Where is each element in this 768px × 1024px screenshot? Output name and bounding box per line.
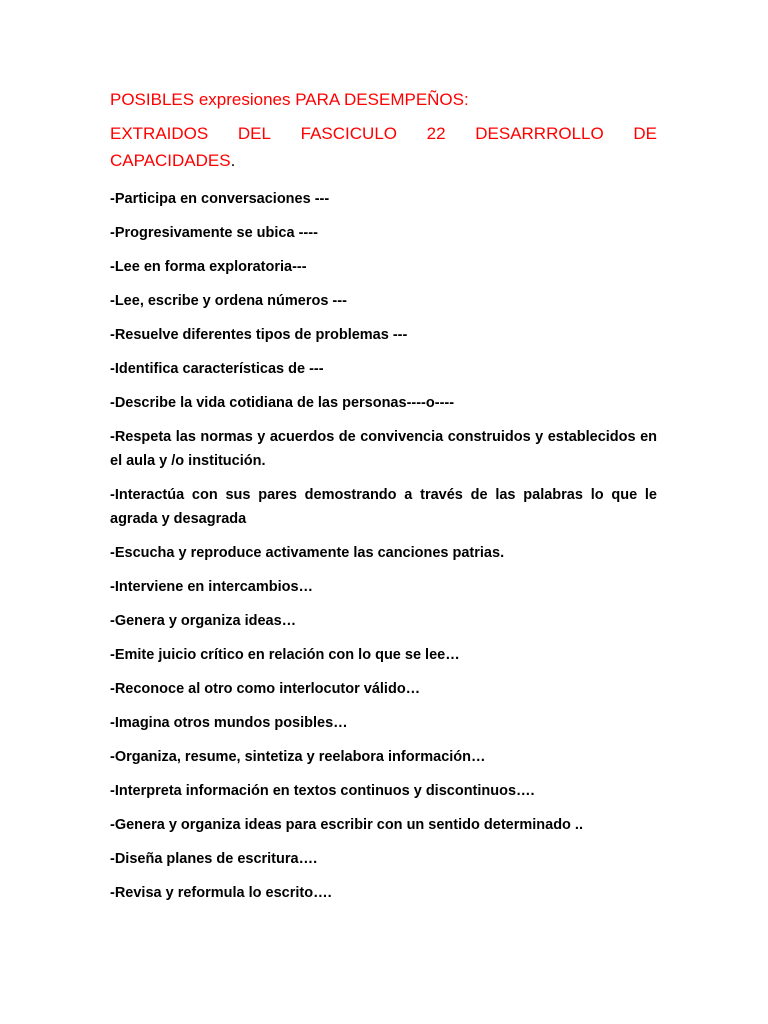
list-item: -Respeta las normas y acuerdos de convivencia construidos y establecidos en el aula y /o institución. (110, 429, 657, 469)
subtitle-word: DEL (237, 124, 271, 143)
subtitle-word: FASCICULO (300, 124, 397, 143)
list-item: -Reconoce al otro como interlocutor válido… (110, 681, 421, 697)
list-item: -Lee, escribe y ordena números --- (110, 293, 347, 309)
list-item: -Escucha y reproduce activamente las canciones patrias. (110, 545, 505, 561)
list-item: -Organiza, resume, sintetiza y reelabora información… (110, 749, 486, 765)
subtitle-word: DESARRROLLO (475, 124, 604, 143)
list-item: -Genera y organiza ideas para escribir con un sentido determinado .. (110, 817, 583, 833)
list-item: -Emite juicio crítico en relación con lo que se lee… (110, 647, 460, 663)
list-item: -Interpreta información en textos continuos y discontinuos…. (110, 783, 535, 799)
list-item: -Identifica características de --- (110, 361, 324, 377)
list-item: -Interviene en intercambios… (110, 579, 314, 595)
expressions-list (110, 187, 657, 905)
subtitle-line-2 (110, 147, 657, 174)
document-subtitle (110, 120, 657, 174)
list-item: -Participa en conversaciones --- (110, 191, 330, 207)
list-item: -Interactúa con sus pares demostrando a través de las palabras lo que le agrada y desagrada (110, 487, 657, 527)
document-title: POSIBLES expresiones PARA DESEMPEÑOS: (110, 90, 469, 109)
subtitle-word: EXTRAIDOS (110, 124, 209, 143)
list-item: -Genera y organiza ideas… (110, 613, 297, 629)
subtitle-word: CAPACIDADES (110, 151, 231, 170)
document-page (110, 86, 657, 915)
subtitle-word: DE (633, 124, 657, 143)
list-item: -Describe la vida cotidiana de las personas----o---- (110, 395, 455, 411)
list-item: -Lee en forma exploratoria--- (110, 259, 307, 275)
list-item: -Revisa y reformula lo escrito…. (110, 885, 332, 901)
list-item: -Progresivamente se ubica ---- (110, 225, 318, 241)
list-item: -Imagina otros mundos posibles… (110, 715, 348, 731)
subtitle-period: . (230, 151, 236, 170)
subtitle-line-1 (110, 120, 657, 147)
list-item: -Resuelve diferentes tipos de problemas --- (110, 327, 408, 343)
subtitle-word: 22 (426, 124, 446, 143)
list-item: -Diseña planes de escritura…. (110, 851, 318, 867)
